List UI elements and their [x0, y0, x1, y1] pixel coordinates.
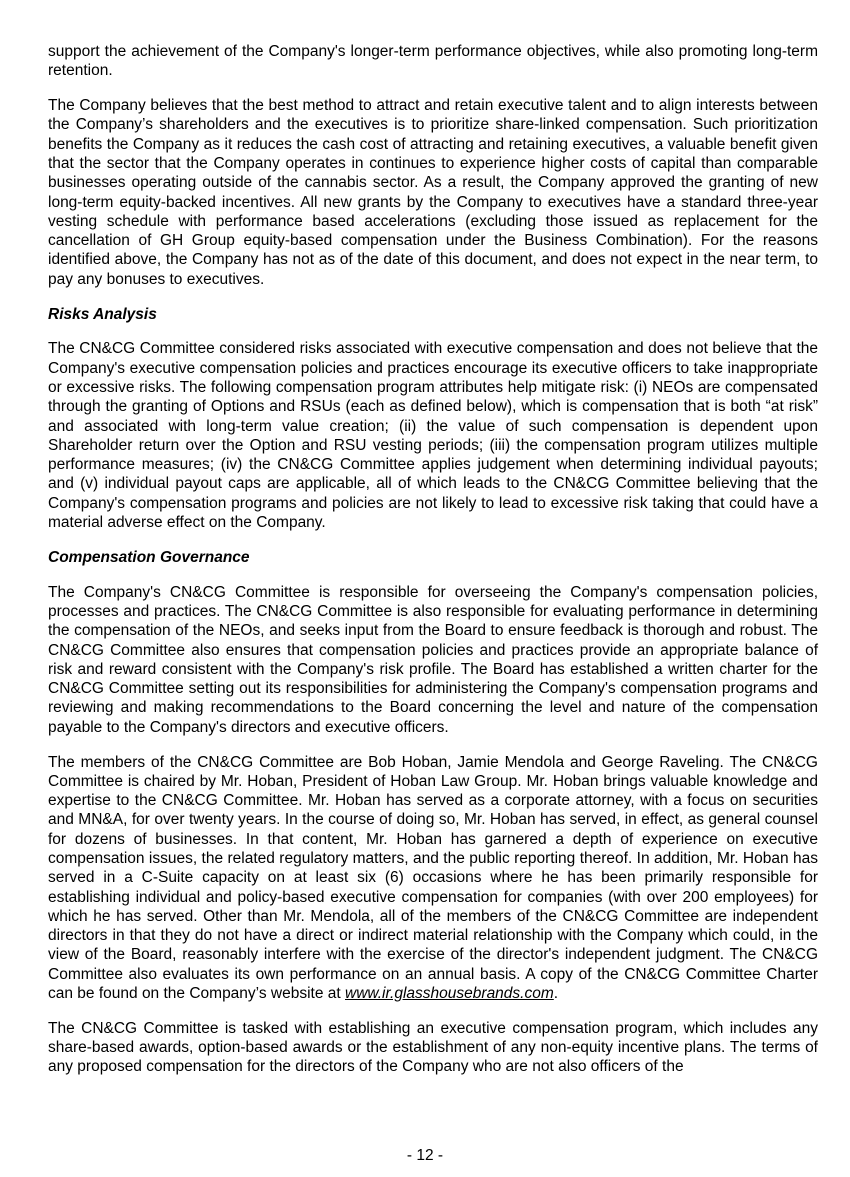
section-heading-compensation-governance: Compensation Governance: [48, 548, 250, 566]
paragraph-committee-members: [48, 753, 818, 1004]
paragraph-committee-mandate: The CN&CG Committee is tasked with establishing an executive compensation program, which includes any share-based awards, option-based awards or the establishment of any non-equity incentive plans. The terms of any proposed compensation for the directors of the Company who are not also officers of the: [48, 1019, 818, 1076]
committee-members-suffix: .: [553, 985, 559, 1003]
page-number: - 12 -: [406, 1147, 444, 1164]
paragraph-governance-overview: The Company's CN&CG Committee is responsible for overseeing the Company's compensation policies, processes and practices. The CN&CG Committee is also responsible for evaluating performance in determining the compensation of the NEOs, and seeks input from the Board to ensure feedback is thorough and robust. The CN&CG Committee also ensures that compensation policies and practices provide an appropriate balance of risk and reward consistent with the Company's risk profile. The Board has established a written charter for the CN&CG Committee setting out its responsibilities for administering the Company's compensation programs and reviewing and making recommendations to the Board concerning the level and nature of the compensation payable to the Company's directors and executive officers.: [48, 583, 818, 736]
paragraph-compensation-philosophy: The Company believes that the best method to attract and retain executive talent and to align interests between the Company’s shareholders and the executives is to prioritize share-linked compensation. Such prioritization benefits the Company as it reduces the cash cost of attracting and retaining executives, a valuable benefit given that the sector that the Company operates in continues to experience higher costs of capital than comparable businesses operating outside of the cannabis sector. As a result, the Company approved the granting of new long-term equity-backed incentives. All new grants by the Company to executives have a standard three-year vesting schedule with performance based accelerations (excluding those issued as replacement for the cancellation of GH Group equity-based compensation under the Business Combination). For the reasons identified above, the Company has not as of the date of this document, and does not expect in the near term, to pay any bonuses to executives.: [48, 97, 818, 288]
page-content: [48, 42, 818, 1092]
committee-members-text: The members of the CN&CG Committee are Bob Hoban, Jamie Mendola and George Raveling. The CN&CG Committee is chaired by Mr. Hoban, President of Hoban Law Group. Mr. Hoban brings valuable knowledge and expertise to the CN&CG Committee. Mr. Hoban has served as a corporate attorney, with a focus on securities and MN&A, for over twenty years. In the course of doing so, Mr. Hoban has served, in effect, as general counsel for dozens of businesses. In that content, Mr. Hoban has garnered a depth of experience on executive compensation issues, the related regulatory matters, and the public reporting thereof. In addition, Mr. Hoban has served in a C-Suite capacity on at least six (6) occasions where he has been primarily responsible for establishing individual and policy-based executive compensation for companies (with over 200 employees) for which he has served. Other than Mr. Mendola, all of the members of the CN&CG Committee are independent directors in that they do not have a direct or indirect material relationship with the Company which could, in the view of the Board, reasonably interfere with the exercise of the director's independent judgment. The CN&CG Committee also evaluates its own performance on an annual basis. A copy of the CN&CG Committee Charter can be found on the Company’s website at: [48, 753, 818, 1003]
paragraph-risks-analysis: The CN&CG Committee considered risks associated with executive compensation and does not believe that the Company's executive compensation policies and practices encourage its executive officers to take inappropriate or excessive risks. The following compensation program attributes help mitigate risk: (i) NEOs are compensated through the granting of Options and RSUs (each as defined below), which is compensation that is both “at risk” and associated with long-term value creation; (ii) the value of such compensation is dependent upon Shareholder return over the Option and RSU vesting periods; (iii) the compensation program utilizes multiple performance measures; (iv) the CN&CG Committee applies judgement when determining individual payouts; and (v) individual payout caps are applicable, all of which leads to the CN&CG Committee believing that the Company's compensation programs and policies are not likely to lead to excessive risk taking that could have a material adverse effect on the Company.: [48, 340, 818, 532]
company-website-link[interactable]: www.ir.glasshousebrands.com: [345, 985, 554, 1003]
section-heading-risks-analysis: Risks Analysis: [48, 305, 157, 323]
paragraph-long-term-retention-continuation: support the achievement of the Company's longer-term performance objectives, while also promoting long-term retention.: [48, 43, 818, 80]
